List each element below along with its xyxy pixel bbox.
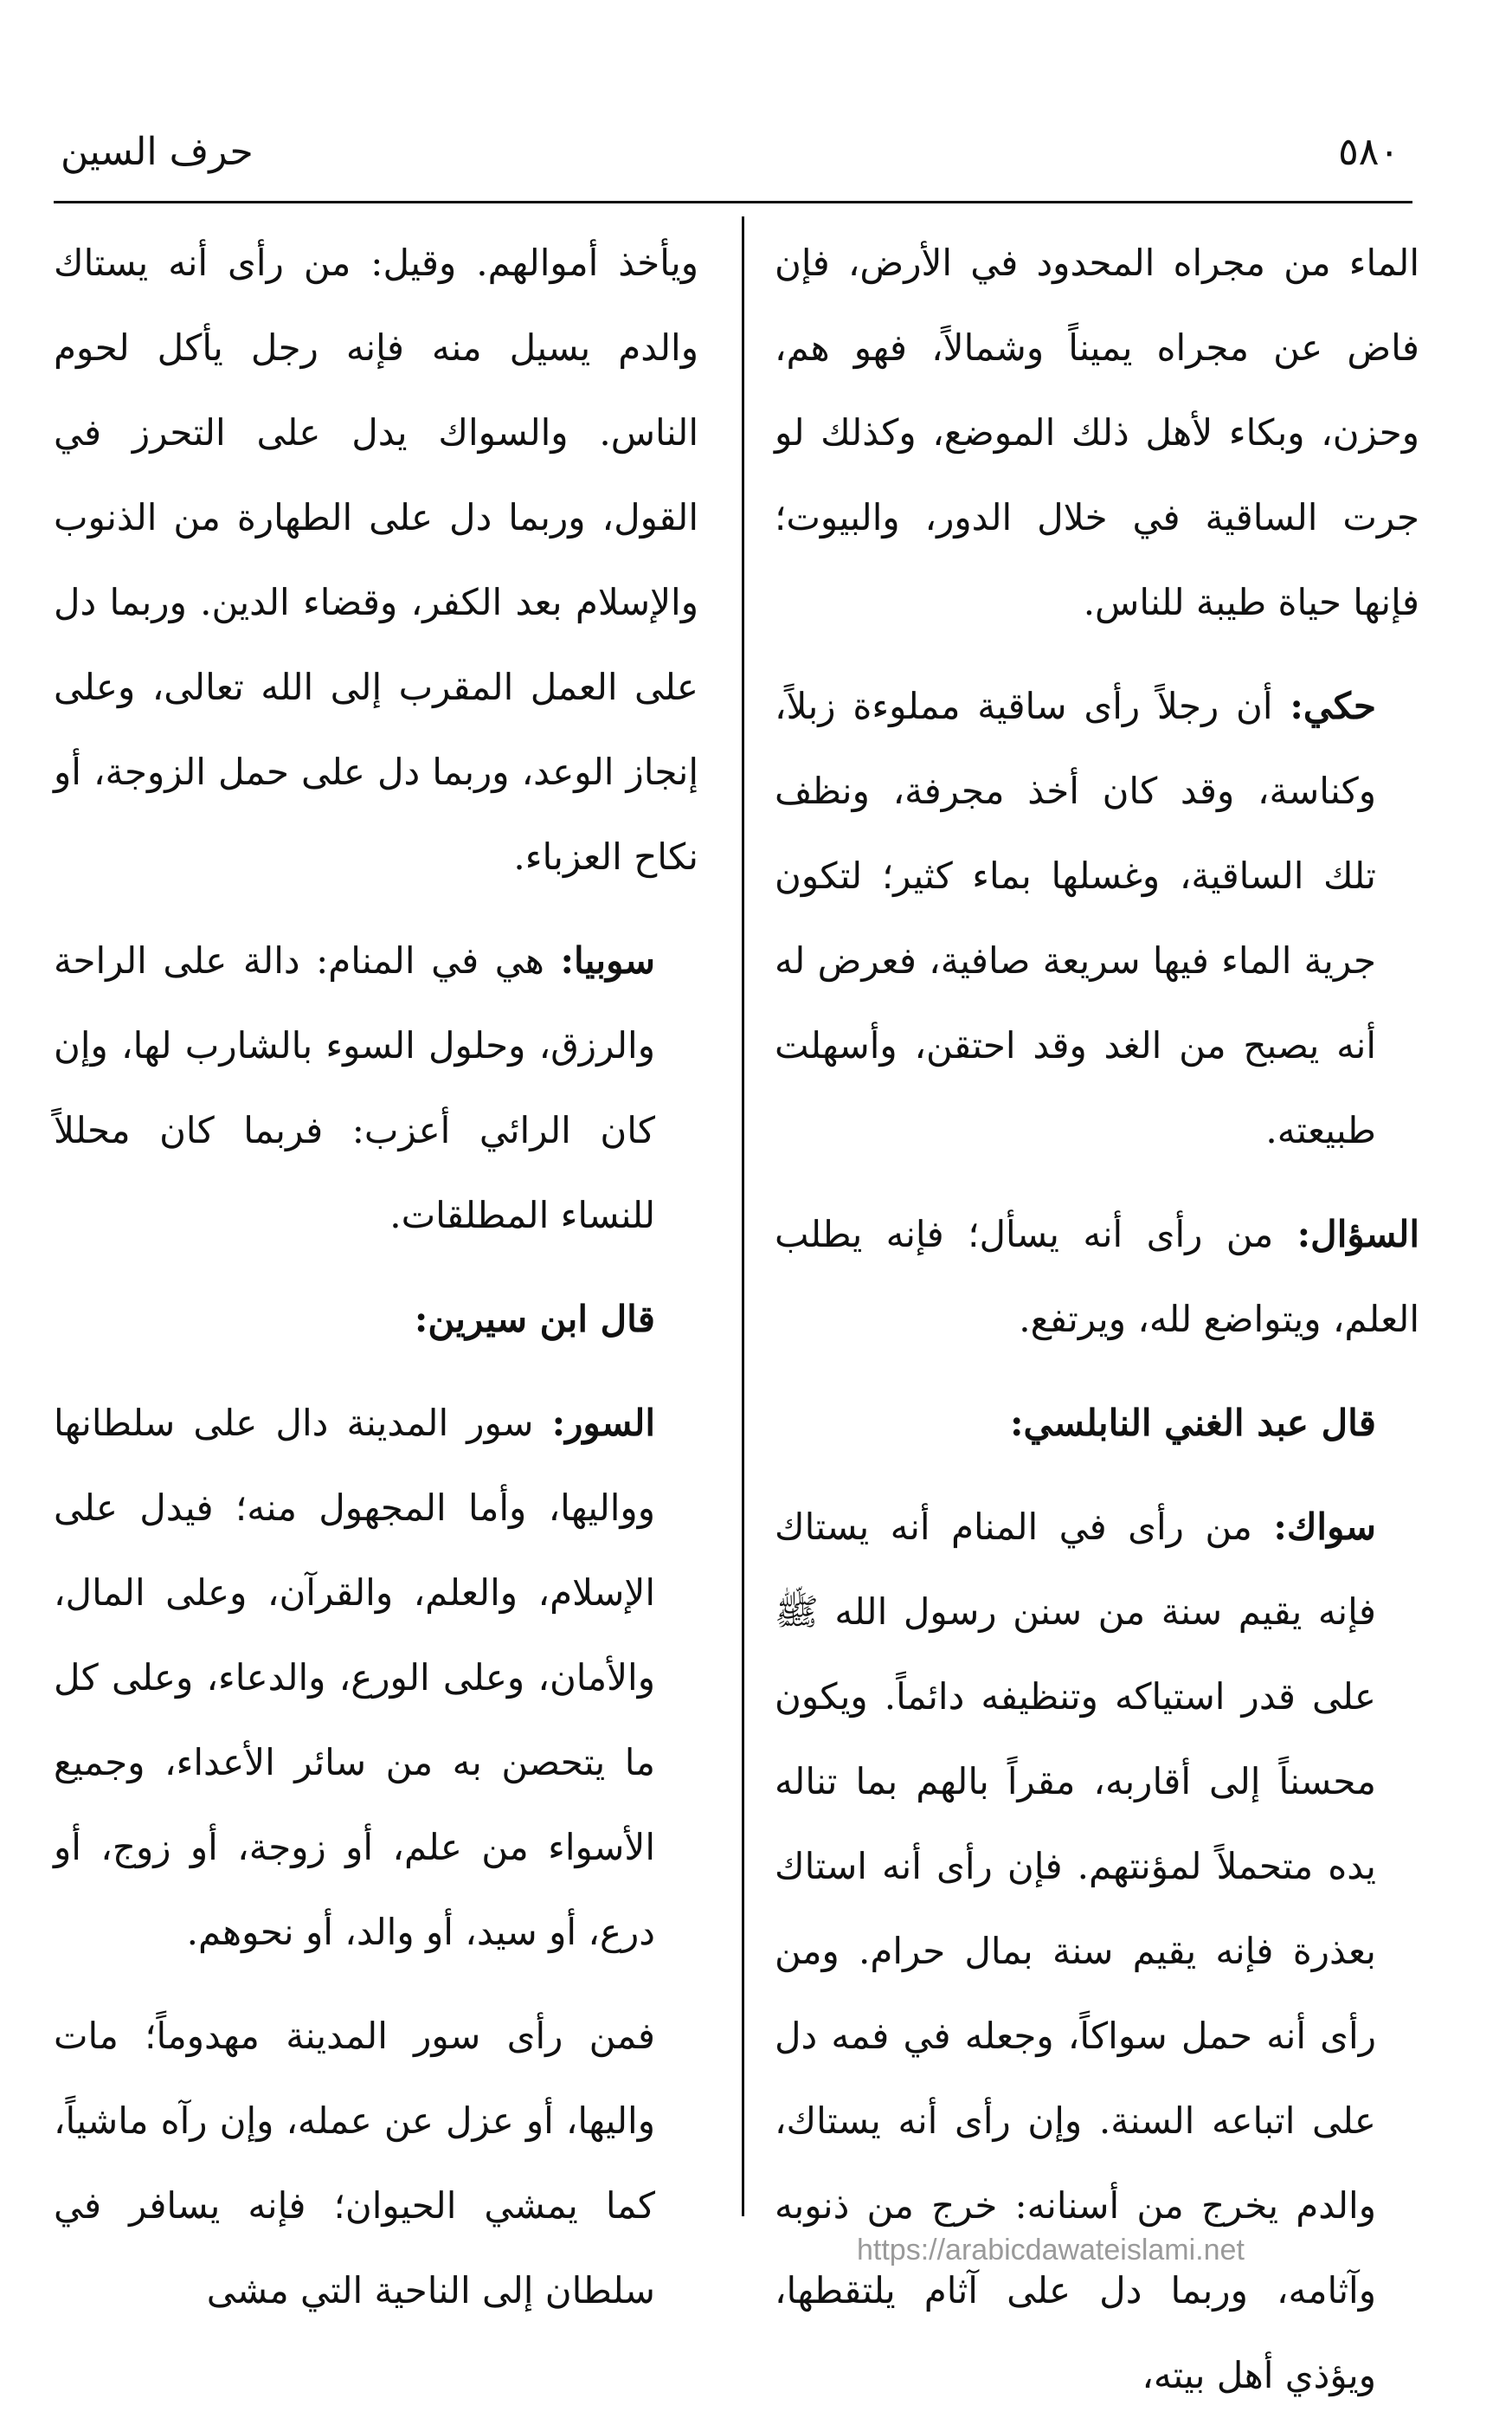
entry-term: السور: bbox=[551, 1402, 655, 1444]
entry-paragraph bbox=[54, 1381, 698, 1975]
section-heading: قال ابن سيرين: bbox=[414, 1298, 655, 1340]
left-column bbox=[54, 221, 698, 2333]
chapter-title: حرف السين bbox=[61, 130, 254, 174]
page-number: ٥٨٠ bbox=[1338, 130, 1399, 174]
section-heading: قال عبد الغني النابلسي: bbox=[1010, 1402, 1376, 1444]
header-divider bbox=[54, 201, 1412, 203]
paragraph-text: من رأى أنه يسأل؛ فإنه يطلب العلم، ويتواضع لله، ويرتفع. bbox=[775, 1213, 1419, 1340]
paragraph-text: فمن رأى سور المدينة مهدوماً؛ مات واليها، أو عزل عن عمله، وإن رآه ماشياً، كما يمشي الحيوان؛ فإنه يسافر في سلطان إلى الناحية التي مشى bbox=[54, 2015, 655, 2312]
paragraph bbox=[775, 221, 1419, 645]
paragraph bbox=[54, 221, 698, 899]
entry-paragraph bbox=[54, 919, 698, 1258]
paragraph bbox=[54, 1994, 698, 2333]
entry-paragraph bbox=[775, 1192, 1419, 1362]
column-divider bbox=[742, 216, 744, 2216]
entry-term: حكي: bbox=[1290, 685, 1377, 727]
right-column bbox=[775, 221, 1419, 2418]
entry-term: السؤال: bbox=[1296, 1213, 1419, 1255]
watermark-url: https://arabicdawateislami.net bbox=[857, 2234, 1245, 2266]
paragraph-text: ويأخذ أموالهم. وقيل: من رأى أنه يستاك والدم يسيل منه فإنه رجل يأكل لحوم الناس. والسواك يدل على التحرز في القول، وربما دل على الطهارة من الذنوب والإسلام بعد الكفر، وقضاء الدين. وربما دل على العمل المقرب إلى الله تعالى، وعلى إنجاز الوعد، وربما دل على حمل الزوجة، أو نكاح العزباء. bbox=[54, 242, 698, 878]
paragraph-text: سور المدينة دال على سلطانها وواليها، وأما المجهول منه؛ فيدل على الإسلام، والعلم، والقرآن، وعلى المال، والأمان، وعلى الورع، والدعاء، وعلى كل ما يتحصن به من سائر الأعداء، وجميع الأسواء من علم، أو زوجة، أو زوج، أو درع، أو سيد، أو والد، أو نحوهم. bbox=[54, 1402, 655, 1953]
entry-paragraph bbox=[775, 1485, 1419, 2418]
entry-term: سوبيا: bbox=[560, 939, 655, 982]
paragraph-text: هي في المنام: دالة على الراحة والرزق، وحلول السوء بالشارب لها، وإن كان الرائي أعزب: فربما كان محللاً للنساء المطلقات. bbox=[54, 939, 655, 1236]
paragraph-text: من رأى في المنام أنه يستاك فإنه يقيم سنة من سنن رسول الله ﷺ على قدر استياكه وتنظيفه دائماً. ويكون محسناً إلى أقاربه، مقراً بالهم بما تناله يده متحملاً لمؤنتهم. فإن رأى أنه استاك بعذرة فإنه يقيم سنة بمال حرام. ومن رأى أنه حمل سواكاً، وجعله في فمه دل على اتباعه السنة. وإن رأى أنه يستاك، والدم يخرج من أسنانه: خرج من ذنوبه وآثامه، وربما دل على آثام يلتقطها، ويؤذي أهل بيته، bbox=[775, 1506, 1376, 2396]
paragraph-text: الماء من مجراه المحدود في الأرض، فإن فاض عن مجراه يميناً وشمالاً، فهو هم، وحزن، وبكاء لأهل ذلك الموضع، وكذلك لو جرت الساقية في خلال الدور، والبيوت؛ فإنها حياة طيبة للناس. bbox=[775, 242, 1419, 623]
entry-paragraph bbox=[775, 664, 1419, 1173]
paragraph-text: أن رجلاً رأى ساقية مملوءة زبلاً، وكناسة، وقد كان أخذ مجرفة، ونظف تلك الساقية، وغسلها بماء كثير؛ لتكون جرية الماء فيها سريعة صافية، فعرض له أنه يصبح من الغد وقد احتقن، وأسهلت طبيعته. bbox=[775, 685, 1376, 1151]
entry-term: سواك: bbox=[1273, 1506, 1376, 1548]
